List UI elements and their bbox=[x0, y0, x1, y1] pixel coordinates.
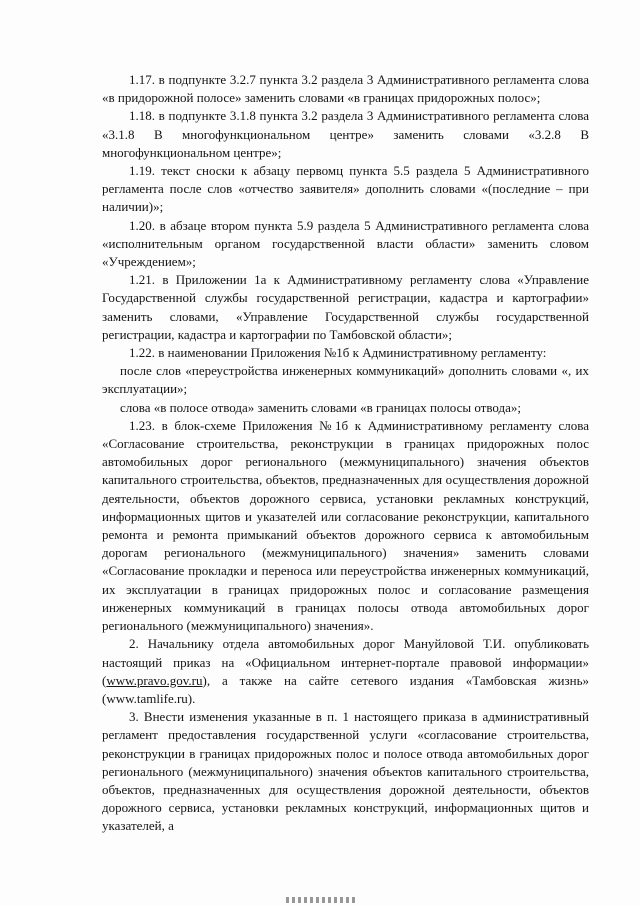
paragraph-1-18: 1.18. в подпункте 3.1.8 пункта 3.2 раздела 3 Административного регламента слова «3.1.8 В многофункциональном центре» заменить словами «3.2.8 В многофункциональном центре»; bbox=[102, 108, 589, 160]
scan-artifact bbox=[286, 897, 358, 903]
paragraph-2-text-end: ), а также на сайте сетевого издания «Тамбовская жизнь» (www.tamlife.ru). bbox=[102, 672, 589, 706]
paragraph-1-21: 1.21. в Приложении 1а к Административному регламенту слова «Управление Государственной службы государственной регистрации, кадастра и картографии» заменить словами, «Управление Государственной службы государственной регистрации, кадастра и картографии по Тамбовской области»; bbox=[102, 272, 589, 342]
paragraph-2-text-start: 2. Начальнику отдела автомобильных дорог Мануйловой Т.И. опубликовать настоящий приказ на «Официальном интернет-портале правовой информации» ( bbox=[102, 636, 589, 688]
paragraph-1-22-sub-2: слова «в полосе отвода» заменить словами «в границах полосы отвода»; bbox=[120, 399, 522, 415]
document-body bbox=[102, 71, 589, 836]
paragraph-1-22: 1.22. в наименовании Приложения №1б к Административному регламенту: bbox=[129, 345, 547, 361]
paragraph-1-20: 1.20. в абзаце втором пункта 5.9 раздела 5 Административного регламента слова «исполнительным органом государственной власти области» заменить словом «Учреждением»; bbox=[102, 217, 589, 270]
paragraph-3: 3. Внести изменения указанные в п. 1 настоящего приказа в административный регламент предоставления государственной услуги «согласование строительства, реконструкции в границах придорожных полос и полосе отвода автомобильных дорог регионального (межмуниципального) значения объектов капитального строительства, объектов, предназначенных для осуществления дорожной деятельности, объектов дорожного сервиса, установки рекламных конструкций, информационных щитов и указателей, а bbox=[102, 709, 589, 834]
paragraph-1-23: 1.23. в блок-схеме Приложения №1б к Административному регламенту слова «Согласование строительства, реконструкции в границах придорожных полос автомобильных дорог регионального (межмуниципального) значения объектов капитального строительства, объектов, предназначенных для осуществления дорожной деятельности, объектов дорожного сервиса, установки рекламных конструкций, информационных щитов и указателей или согласование реконструкции, капитального ремонта и ремонта примыканий объектов дорожного сервиса к автомобильным дорогам регионального (межмуниципального) значения» заменить словами «Согласование прокладки и переноса или переустройства инженерных коммуникаций, их эксплуатации в границах придорожных полос и согласование размещения инженерных коммуникаций в границах полосы отвода автомобильных дорог регионального (межмуниципального) значения». bbox=[102, 417, 589, 634]
paragraph-2 bbox=[102, 635, 589, 708]
paragraph-1-17: 1.17. в подпункте 3.2.7 пункта 3.2 раздела 3 Административного регламента слова «в придорожной полосе» заменить словами «в границах придорожных полос»; bbox=[102, 72, 589, 106]
paragraph-1-19: 1.19. текст сноски к абзацу первомц пункта 5.5 раздела 5 Административного регламента после слов «отчество заявителя» дополнить словами «(последние – при наличии)»; bbox=[102, 163, 589, 215]
pravo-link[interactable]: www.pravo.gov.ru bbox=[106, 672, 203, 688]
paragraph-1-22-sub-1: после слов «переустройства инженерных коммуникаций» дополнить словами «, их эксплуатации»; bbox=[102, 363, 589, 397]
